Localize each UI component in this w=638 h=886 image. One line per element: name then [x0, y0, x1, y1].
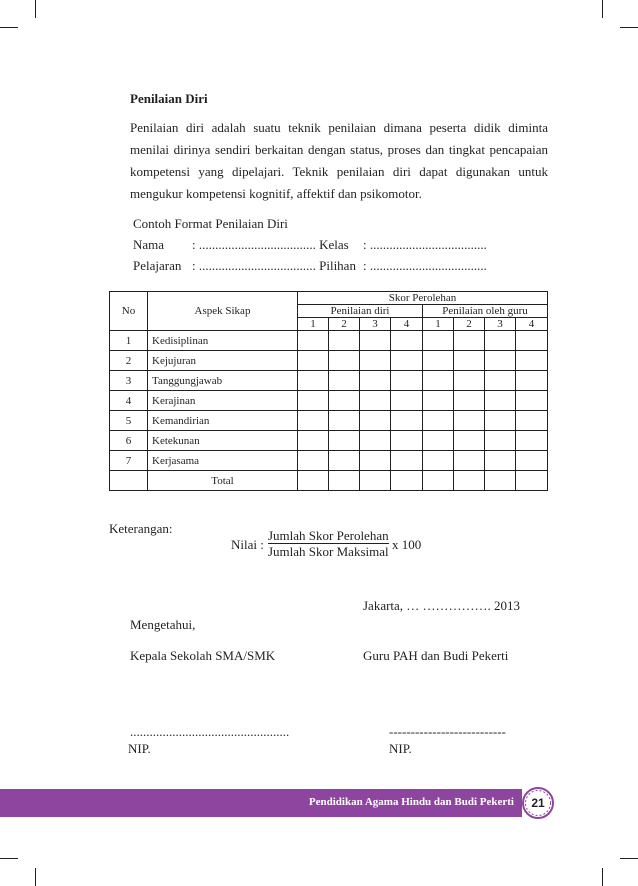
score-header: 1	[423, 318, 454, 331]
paragraph-line: kompetensi yang dipelajari. Teknik penilaian diri dapat digunakan untuk	[130, 164, 548, 179]
table-row	[110, 411, 548, 431]
header-penilaian-guru: Penilaian oleh guru	[423, 305, 548, 318]
page-number-badge	[521, 786, 555, 820]
table-row	[110, 431, 548, 451]
total-row	[110, 471, 548, 491]
table-row	[110, 351, 548, 371]
score-header: 2	[329, 318, 360, 331]
place-date: Jakarta, … ……………. 2013	[363, 598, 521, 613]
label-pelajaran: Pelajaran	[133, 258, 182, 273]
format-title: Contoh Format Penilaian Diri	[133, 216, 288, 231]
right-signature-line: ---------------------------	[389, 724, 506, 739]
score-header: 4	[391, 318, 423, 331]
table-row	[110, 331, 548, 351]
left-signer-title: Kepala Sekolah SMA/SMK	[130, 648, 276, 663]
crop-mark	[0, 27, 18, 28]
row-no: 7	[110, 451, 148, 471]
row-no: 5	[110, 411, 148, 431]
field-pilihan: : ....................................	[363, 258, 487, 273]
crop-mark	[0, 858, 18, 859]
formula-multiplier: x 100	[392, 537, 422, 552]
row-no: 6	[110, 431, 148, 451]
header-aspek: Aspek Sikap	[148, 292, 298, 331]
header-skor: Skor Perolehan	[298, 292, 548, 305]
field-nama: : .................................... Kelas	[192, 237, 349, 252]
assessment-table	[109, 291, 548, 491]
footer-book-title: Pendidikan Agama Hindu dan Budi Pekerti	[308, 796, 514, 808]
paragraph-line: Penilaian diri adalah suatu teknik penilaian dimana peserta didik diminta	[130, 120, 548, 135]
mengetahui: Mengetahui,	[130, 617, 196, 632]
field-pelajaran: : .................................... Pilihan	[192, 258, 356, 273]
paragraph-line: mengukur kompetensi kognitif, affektif dan psikomotor.	[130, 186, 422, 201]
formula-numerator: Jumlah Skor Perolehan	[268, 528, 389, 543]
left-nip: NIP.	[128, 741, 151, 756]
formula-denominator: Jumlah Skor Maksimal	[268, 544, 389, 559]
row-no: 4	[110, 391, 148, 411]
left-signature-line: .................................................	[130, 724, 290, 739]
description-paragraph	[130, 117, 548, 205]
label-nama: Nama	[133, 237, 165, 252]
score-header: 1	[298, 318, 329, 331]
table-row	[110, 391, 548, 411]
row-no: 1	[110, 331, 148, 351]
total-label: Total	[148, 471, 298, 491]
row-no: 2	[110, 351, 148, 371]
crop-mark	[35, 0, 36, 18]
score-header: 3	[360, 318, 391, 331]
row-aspek: Ketekunan	[148, 431, 298, 451]
row-aspek: Kerajinan	[148, 391, 298, 411]
crop-mark	[602, 0, 603, 18]
row-aspek: Kejujuran	[148, 351, 298, 371]
crop-mark	[35, 868, 36, 886]
row-aspek: Kedisiplinan	[148, 331, 298, 351]
row-no: 3	[110, 371, 148, 391]
header-penilaian-diri: Penilaian diri	[298, 305, 423, 318]
keterangan-label: Keterangan:	[109, 521, 173, 536]
crop-mark	[602, 868, 603, 886]
field-kelas: : ....................................	[363, 237, 487, 252]
row-aspek: Tanggungjawab	[148, 371, 298, 391]
right-nip: NIP.	[389, 741, 412, 756]
right-signer-title: Guru PAH dan Budi Pekerti	[363, 648, 509, 663]
crop-mark	[620, 858, 638, 859]
table-row	[110, 451, 548, 471]
row-aspek: Kerjasama	[148, 451, 298, 471]
score-header: 4	[516, 318, 548, 331]
section-heading: Penilaian Diri	[130, 91, 208, 106]
crop-mark	[620, 27, 638, 28]
formula-label: Nilai :	[231, 537, 264, 552]
table-row	[110, 371, 548, 391]
row-aspek: Kemandirian	[148, 411, 298, 431]
header-no: No	[110, 292, 148, 331]
score-header: 3	[485, 318, 516, 331]
paragraph-line: menilai dirinya sendiri berkaitan dengan status, proses dan tingkat pencapaian	[130, 142, 548, 157]
score-header: 2	[454, 318, 485, 331]
page-number: 21	[531, 796, 545, 810]
